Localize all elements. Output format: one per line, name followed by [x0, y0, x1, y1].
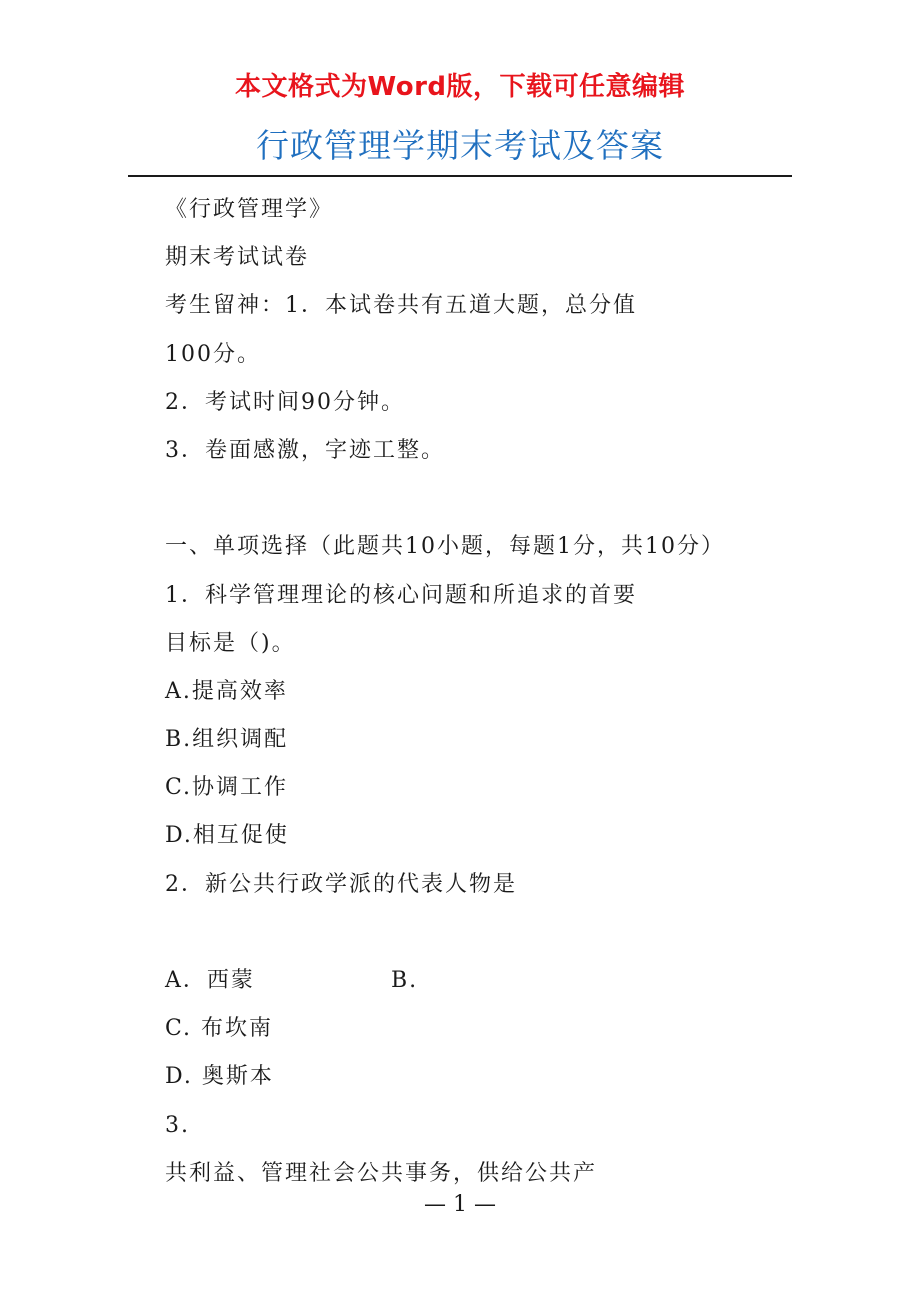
question-text: 共利益、管理社会公共事务，供给公共产: [165, 1160, 598, 1186]
instruction-line: 3．卷面感激，字迹工整。: [165, 437, 445, 463]
format-notice-banner: 本文格式为Word版，下载可任意编辑: [234, 72, 686, 102]
answer-option: A.提高效率: [165, 678, 288, 704]
document-title: 行政管理学期末考试及答案: [256, 126, 664, 165]
page-number: — 1 —: [424, 1192, 496, 1217]
instruction-line: 2．考试时间90分钟。: [165, 389, 405, 415]
answer-option: D.相互促使: [165, 823, 289, 849]
section-heading: 一、单项选择（此题共10小题，每题1分，共10分）: [165, 534, 725, 560]
instruction-line: 100分。: [165, 341, 261, 367]
answer-option-row: [165, 957, 785, 1005]
answer-option: B.: [391, 968, 419, 993]
question-number: 3.: [165, 1112, 190, 1138]
blank-line: [165, 909, 785, 957]
answer-option: A．西蒙: [165, 968, 255, 993]
course-name: 《行政管理学》: [165, 197, 334, 222]
answer-option: D. 奥斯本: [165, 1064, 274, 1090]
exam-name: 期末考试试卷: [165, 245, 310, 271]
question-text: 目标是（)。: [165, 630, 296, 656]
question-text: 1．科学管理理论的核心问题和所追求的首要: [165, 582, 637, 608]
document-body: [165, 186, 785, 1198]
instruction-line: 考生留神：1．本试卷共有五道大题，总分值: [165, 293, 637, 319]
answer-option: B.组织调配: [165, 727, 289, 753]
title-divider: [128, 175, 792, 177]
answer-option: C.协调工作: [165, 775, 289, 801]
answer-option: C. 布坎南: [165, 1016, 274, 1042]
blank-line: [165, 475, 785, 523]
question-text: 2．新公共行政学派的代表人物是: [165, 871, 517, 897]
